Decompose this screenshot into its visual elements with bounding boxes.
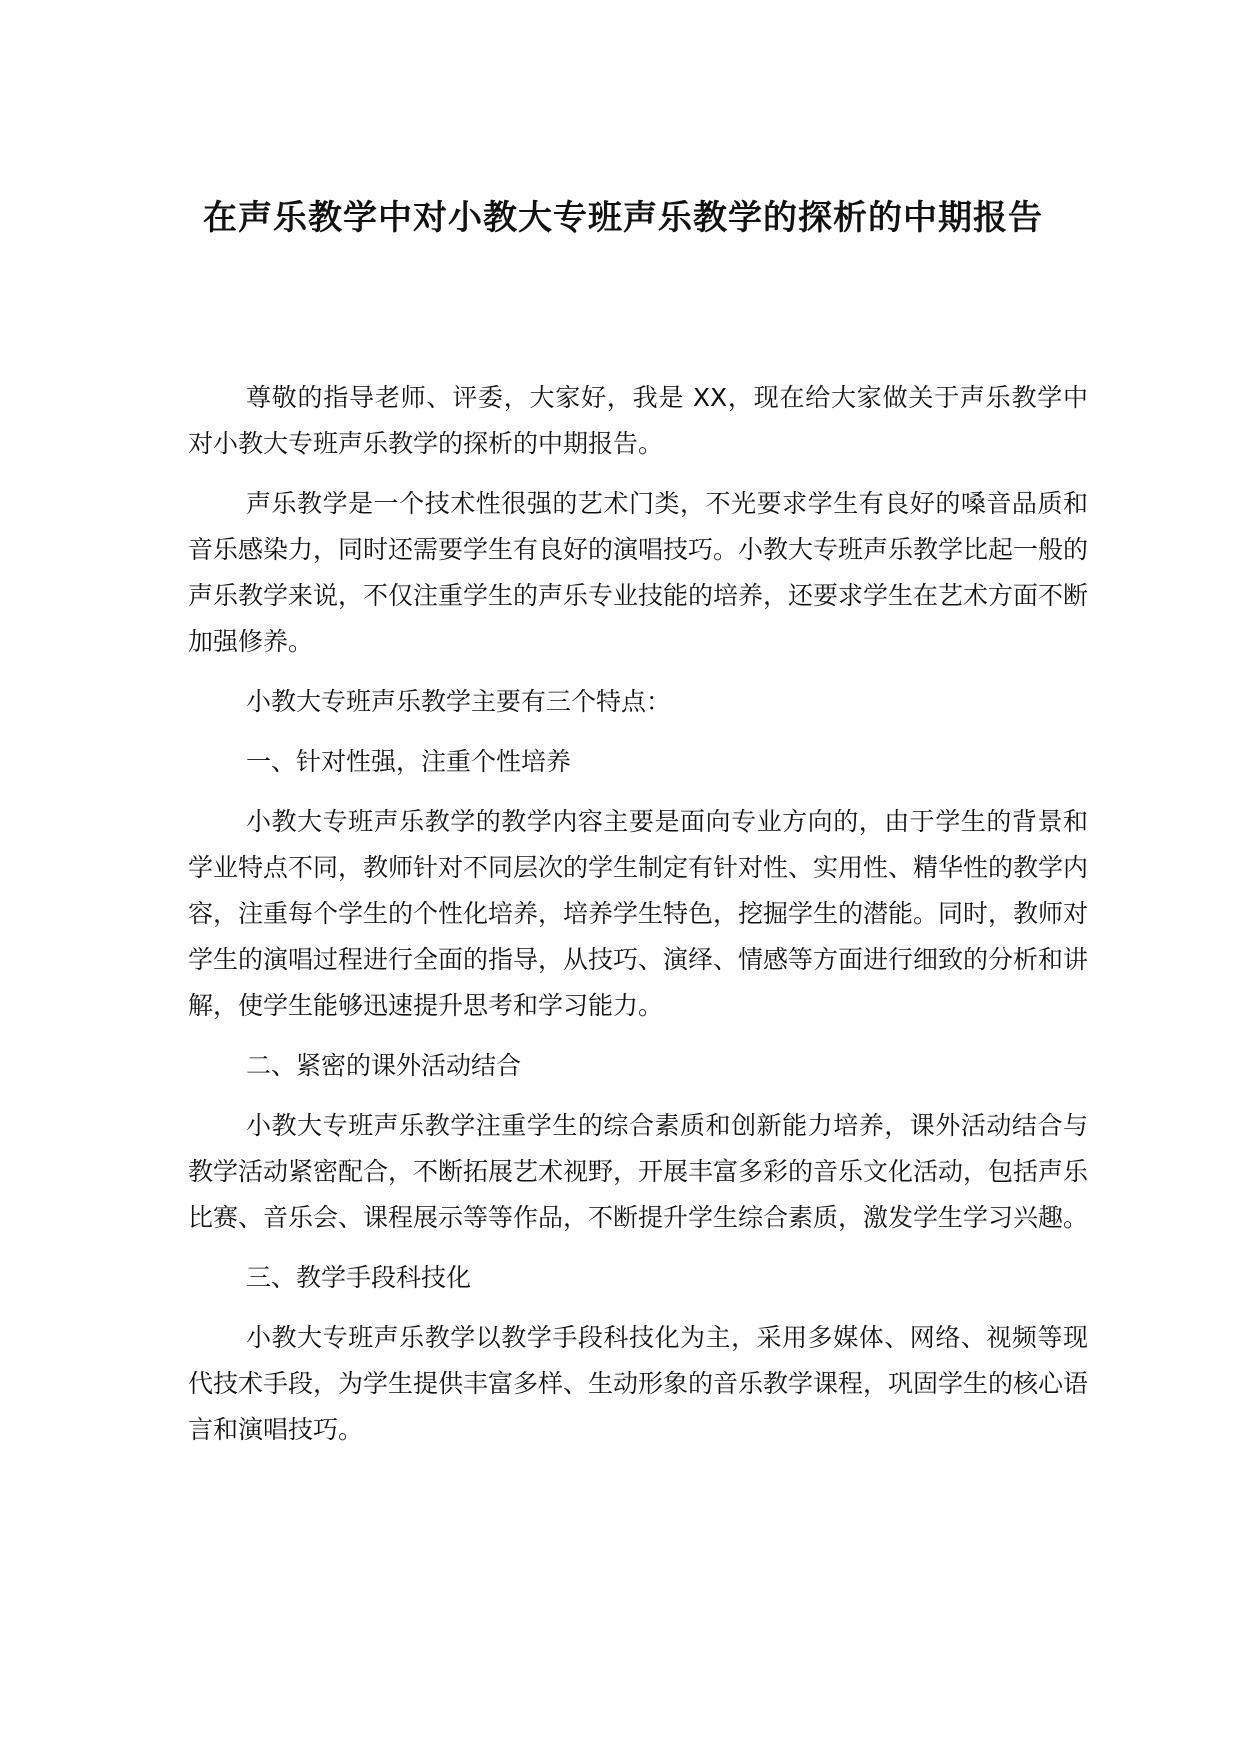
section-heading-2: 二、紧密的课外活动结合 bbox=[246, 1051, 522, 1080]
section-heading-1: 一、针对性强，注重个性培养 bbox=[246, 747, 572, 776]
paragraph-greeting: 尊敬的指导老师、评委，大家好，我是 XX，现在给大家做关于声乐教学中对小教大专班声乐教学的探析的中期报告。 bbox=[188, 383, 1088, 458]
paragraph-section-1: 小教大专班声乐教学的教学内容主要是面向专业方向的，由于学生的背景和学业特点不同，教师针对不同层次的学生制定有针对性、实用性、精华性的教学内容，注重每个学生的个性化培养，培养学生特色，挖掘学生的潜能。同时，教师对学生的演唱过程进行全面的指导，从技巧、演绎、情感等方面进行细致的分析和讲解，使学生能够迅速提升思考和学习能力。 bbox=[188, 807, 1089, 1020]
paragraph-intro: 声乐教学是一个技术性很强的艺术门类，不光要求学生有良好的嗓音品质和音乐感染力，同时还需要学生有良好的演唱技巧。小教大专班声乐教学比起一般的声乐教学来说，不仅注重学生的声乐专业技能的培养，还要求学生在艺术方面不断加强修养。 bbox=[188, 489, 1089, 656]
document-title: 在声乐教学中对小教大专班声乐教学的探析的中期报告 bbox=[203, 198, 1043, 238]
paragraph-section-2: 小教大专班声乐教学注重学生的综合素质和创新能力培养，课外活动结合与教学活动紧密配合，不断拓展艺术视野，开展丰富多彩的音乐文化活动，包括声乐比赛、音乐会、课程展示等等作品，不断提升学生综合素质，激发学生学习兴趣。 bbox=[188, 1111, 1089, 1232]
document-body bbox=[188, 375, 1088, 1467]
paragraph-features-lead: 小教大专班声乐教学主要有三个特点： bbox=[246, 687, 672, 716]
section-heading-3: 三、教学手段科技化 bbox=[246, 1263, 472, 1292]
paragraph-section-3: 小教大专班声乐教学以教学手段科技化为主，采用多媒体、网络、视频等现代技术手段，为学生提供丰富多样、生动形象的音乐教学课程，巩固学生的核心语言和演唱技巧。 bbox=[188, 1323, 1089, 1444]
